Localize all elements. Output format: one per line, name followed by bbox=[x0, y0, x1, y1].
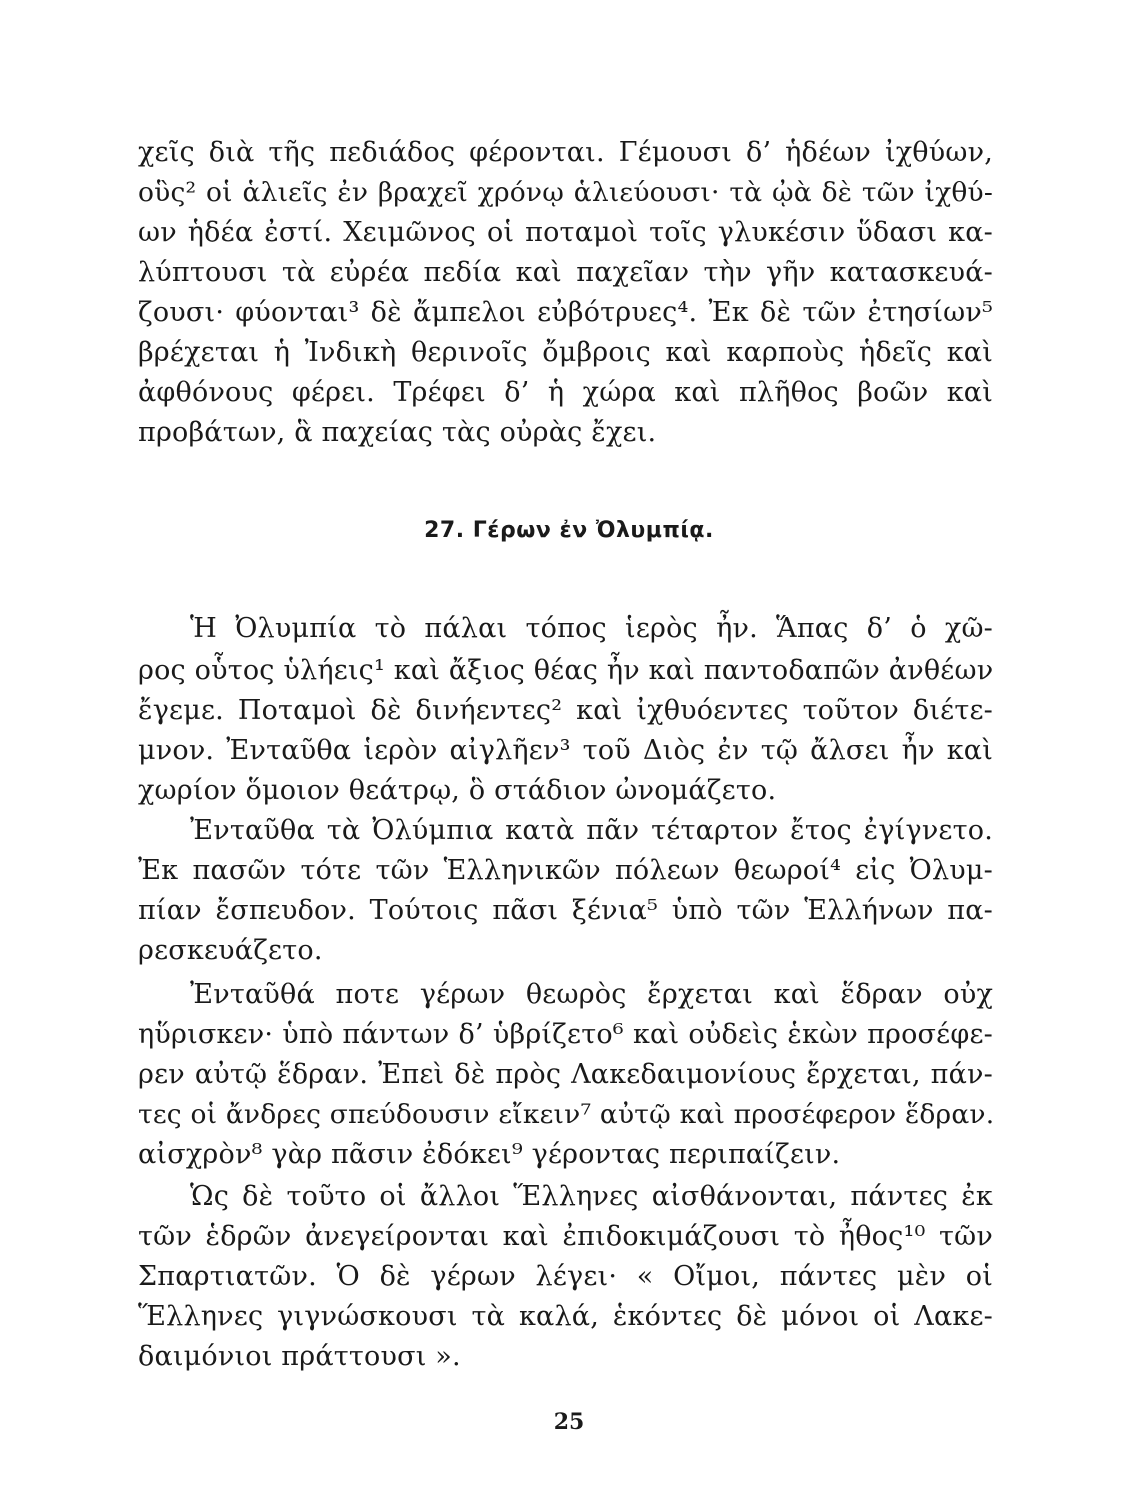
text-line: ρεσκευάζετο. bbox=[138, 935, 323, 966]
text-line: Ὡς δὲ τοῦτο οἱ ἄλλοι Ἕλληνες αἰσθάνονται, πάντες ἐκ bbox=[190, 1181, 993, 1212]
text-line: βρέχεται ἡ Ἰνδικὴ θερινοῖς ὄμβροις καὶ καρποὺς ἡδεῖς καὶ bbox=[138, 337, 993, 368]
text-line: Ἡ Ὀλυμπία τὸ πάλαι τόπος ἱερὸς ἦν. Ἅπας δ’ ὁ χῶ- bbox=[190, 613, 993, 644]
text-line: χωρίον ὅμοιον θεάτρῳ, ὃ στάδιον ὠνομάζετο. bbox=[138, 775, 777, 806]
text-line: ρεν αὐτῷ ἕδραν. Ἐπεὶ δὲ πρὸς Λακεδαιμονίους ἔρχεται, πάν- bbox=[138, 1059, 993, 1090]
text-line: τῶν ἑδρῶν ἀνεγείρονται καὶ ἐπιδοκιμάζουσι τὸ ἦθος¹⁰ τῶν bbox=[138, 1221, 993, 1252]
text-line: λύπτουσι τὰ εὐρέα πεδία καὶ παχεῖαν τὴν γῆν κατασκευά- bbox=[138, 257, 993, 288]
text-line: Ἐκ πασῶν τότε τῶν Ἑλληνικῶν πόλεων θεωροί⁴ εἰς Ὀλυμ- bbox=[138, 855, 993, 886]
text-line: ρος οὗτος ὑλήεις¹ καὶ ἄξιος θέας ἦν καὶ παντοδαπῶν ἀνθέων bbox=[138, 655, 994, 686]
text-line: δαιμόνιοι πράττουσι ». bbox=[138, 1341, 461, 1372]
text-line: χεῖς διὰ τῆς πεδιάδος φέρονται. Γέμουσι δ’ ἡδέων ἰχθύων, bbox=[138, 137, 993, 168]
text-line: αἰσχρὸν⁸ γὰρ πᾶσιν ἐδόκει⁹ γέροντας περιπαίζειν. bbox=[138, 1139, 841, 1170]
text-line: ἔγεμε. Ποταμοὶ δὲ δινήεντες² καὶ ἰχθυόεντες τοῦτον διέτε- bbox=[138, 695, 993, 726]
text-line: Ἐνταῦθα τὰ Ὀλύμπια κατὰ πᾶν τέταρτον ἔτος ἐγίγνετο. bbox=[190, 815, 993, 846]
text-line: ων ἡδέα ἐστί. Χειμῶνος οἱ ποταμοὶ τοῖς γλυκέσιν ὕδασι κα- bbox=[138, 217, 993, 248]
section-heading: 27. Γέρων ἐν Ὀλυμπίᾳ. bbox=[424, 518, 714, 543]
page-number: 25 bbox=[553, 1409, 585, 1435]
text-line: Σπαρτιατῶν. Ὁ δὲ γέρων λέγει· « Οἴμοι, πάντες μὲν οἱ bbox=[138, 1261, 993, 1292]
text-line: ἀφθόνους φέρει. Τρέφει δ’ ἡ χώρα καὶ πλῆθος βοῶν καὶ bbox=[138, 377, 993, 408]
text-line: προβάτων, ἃ παχείας τὰς οὐρὰς ἔχει. bbox=[138, 417, 657, 448]
text-line: ηὕρισκεν· ὑπὸ πάντων δ’ ὑβρίζετο⁶ καὶ οὐδεὶς ἑκὼν προσέφε- bbox=[138, 1019, 993, 1050]
text-line: Ἕλληνες γιγνώσκουσι τὰ καλά, ἑκόντες δὲ μόνοι οἱ Λακε- bbox=[138, 1301, 993, 1332]
text-line: πίαν ἔσπευδον. Τούτοις πᾶσι ξένια⁵ ὑπὸ τῶν Ἑλλήνων πα- bbox=[138, 895, 993, 926]
text-line: Ἐνταῦθά ποτε γέρων θεωρὸς ἔρχεται καὶ ἕδραν οὐχ bbox=[190, 979, 993, 1010]
text-line: ζουσι· φύονται³ δὲ ἄμπελοι εὐβότρυες⁴. Ἐκ δὲ τῶν ἐτησίων⁵ bbox=[138, 297, 993, 328]
text-line: μνον. Ἐνταῦθα ἱερὸν αἰγλῆεν³ τοῦ Διὸς ἐν τῷ ἄλσει ἦν καὶ bbox=[138, 735, 993, 766]
text-line: οὓς² οἱ ἁλιεῖς ἐν βραχεῖ χρόνῳ ἁλιεύουσι· τὰ ᾠὰ δὲ τῶν ἰχθύ- bbox=[138, 177, 993, 208]
text-line: τες οἱ ἄνδρες σπεύδουσιν εἴκειν⁷ αὐτῷ καὶ προσέφερον ἕδραν. bbox=[138, 1099, 995, 1130]
